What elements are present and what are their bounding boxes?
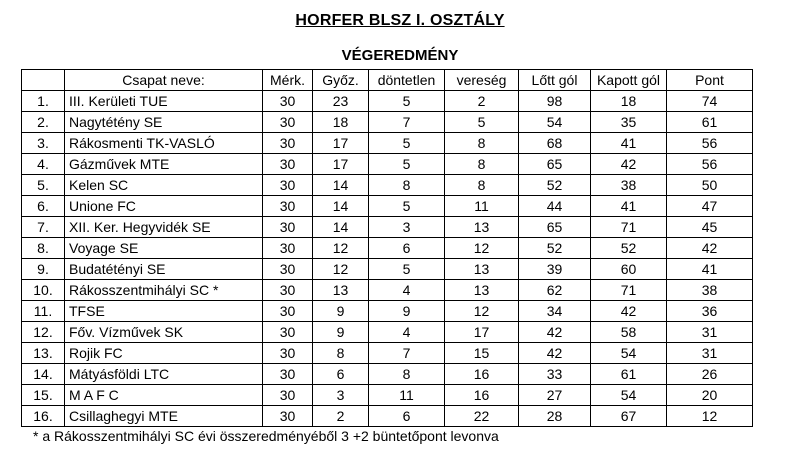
cell-losses: 8 [445,133,519,154]
table-row [22,406,753,427]
table-row [22,175,753,196]
table-row [22,112,753,133]
cell-goals-for: 65 [519,217,591,238]
cell-losses: 13 [445,217,519,238]
cell-goals-against: 60 [591,259,667,280]
cell-goals-against: 38 [591,175,667,196]
cell-team-name: Csillaghegyi MTE [65,406,263,427]
cell-played: 30 [263,133,313,154]
cell-played: 30 [263,280,313,301]
cell-position: 5. [22,175,65,196]
cell-draws: 3 [369,217,445,238]
header-goals-for: Lőtt gól [519,70,591,91]
cell-position: 9. [22,259,65,280]
cell-team-name: III. Kerületi TUE [65,91,263,112]
cell-position: 7. [22,217,65,238]
table-row [22,343,753,364]
cell-losses: 11 [445,196,519,217]
cell-points: 26 [667,364,753,385]
cell-wins: 12 [313,238,369,259]
table-header-row [22,70,753,91]
cell-played: 30 [263,91,313,112]
cell-position: 8. [22,238,65,259]
header-points: Pont [667,70,753,91]
cell-played: 30 [263,406,313,427]
cell-team-name: Rákosszentmihályi SC * [65,280,263,301]
cell-wins: 17 [313,154,369,175]
cell-wins: 3 [313,385,369,406]
cell-losses: 8 [445,154,519,175]
cell-position: 15. [22,385,65,406]
cell-losses: 12 [445,238,519,259]
cell-points: 47 [667,196,753,217]
cell-losses: 2 [445,91,519,112]
cell-draws: 5 [369,154,445,175]
cell-wins: 6 [313,364,369,385]
cell-played: 30 [263,364,313,385]
table-row [22,364,753,385]
cell-team-name: Nagytétény SE [65,112,263,133]
cell-points: 20 [667,385,753,406]
cell-points: 74 [667,91,753,112]
cell-losses: 15 [445,343,519,364]
cell-goals-against: 41 [591,196,667,217]
cell-wins: 9 [313,301,369,322]
cell-position: 3. [22,133,65,154]
cell-goals-against: 67 [591,406,667,427]
cell-played: 30 [263,259,313,280]
cell-draws: 4 [369,280,445,301]
table-row [22,217,753,238]
cell-team-name: Mátyásföldi LTC [65,364,263,385]
cell-goals-for: 42 [519,343,591,364]
cell-goals-for: 68 [519,133,591,154]
cell-points: 31 [667,322,753,343]
cell-goals-against: 18 [591,91,667,112]
cell-draws: 5 [369,259,445,280]
header-position [22,70,65,91]
cell-wins: 12 [313,259,369,280]
cell-points: 41 [667,259,753,280]
cell-wins: 2 [313,406,369,427]
cell-goals-for: 52 [519,175,591,196]
cell-draws: 11 [369,385,445,406]
cell-goals-against: 42 [591,301,667,322]
cell-position: 2. [22,112,65,133]
table-row [22,322,753,343]
cell-position: 6. [22,196,65,217]
cell-losses: 13 [445,280,519,301]
cell-position: 14. [22,364,65,385]
cell-goals-against: 52 [591,238,667,259]
cell-draws: 5 [369,91,445,112]
cell-team-name: M A F C [65,385,263,406]
document-subtitle: VÉGEREDMÉNY [341,47,459,64]
cell-draws: 7 [369,343,445,364]
cell-team-name: Kelen SC [65,175,263,196]
cell-points: 42 [667,238,753,259]
cell-position: 11. [22,301,65,322]
cell-position: 4. [22,154,65,175]
cell-goals-for: 27 [519,385,591,406]
cell-played: 30 [263,196,313,217]
cell-wins: 9 [313,322,369,343]
cell-points: 61 [667,112,753,133]
footnote: * a Rákosszentmihályi SC évi összeredményéből 3 +2 büntetőpont levonva [33,428,499,444]
cell-draws: 8 [369,175,445,196]
cell-goals-against: 35 [591,112,667,133]
cell-goals-for: 65 [519,154,591,175]
cell-draws: 4 [369,322,445,343]
cell-team-name: TFSE [65,301,263,322]
cell-goals-for: 62 [519,280,591,301]
cell-points: 50 [667,175,753,196]
standings-table [21,69,753,427]
cell-played: 30 [263,343,313,364]
cell-losses: 12 [445,301,519,322]
cell-draws: 6 [369,406,445,427]
table-row [22,385,753,406]
cell-draws: 8 [369,364,445,385]
cell-points: 56 [667,133,753,154]
cell-goals-for: 42 [519,322,591,343]
cell-points: 56 [667,154,753,175]
cell-goals-for: 52 [519,238,591,259]
cell-played: 30 [263,154,313,175]
cell-position: 12. [22,322,65,343]
cell-played: 30 [263,112,313,133]
header-goals-against: Kapott gól [591,70,667,91]
cell-losses: 5 [445,112,519,133]
cell-losses: 22 [445,406,519,427]
cell-wins: 23 [313,91,369,112]
table-row [22,259,753,280]
cell-points: 38 [667,280,753,301]
cell-goals-against: 42 [591,154,667,175]
cell-goals-for: 98 [519,91,591,112]
cell-played: 30 [263,322,313,343]
table-row [22,301,753,322]
header-played: Mérk. [263,70,313,91]
cell-goals-for: 54 [519,112,591,133]
cell-wins: 8 [313,343,369,364]
table-row [22,280,753,301]
header-team: Csapat neve: [65,70,263,91]
cell-draws: 6 [369,238,445,259]
cell-losses: 16 [445,364,519,385]
cell-team-name: Rojik FC [65,343,263,364]
cell-played: 30 [263,301,313,322]
cell-points: 36 [667,301,753,322]
cell-team-name: XII. Ker. Hegyvidék SE [65,217,263,238]
cell-played: 30 [263,385,313,406]
cell-points: 31 [667,343,753,364]
cell-draws: 5 [369,196,445,217]
cell-goals-against: 54 [591,343,667,364]
cell-losses: 13 [445,259,519,280]
cell-goals-against: 61 [591,364,667,385]
cell-wins: 18 [313,112,369,133]
cell-goals-against: 71 [591,280,667,301]
cell-goals-against: 54 [591,385,667,406]
cell-goals-for: 28 [519,406,591,427]
cell-played: 30 [263,238,313,259]
cell-wins: 14 [313,196,369,217]
cell-goals-against: 58 [591,322,667,343]
cell-position: 10. [22,280,65,301]
cell-points: 12 [667,406,753,427]
cell-goals-for: 39 [519,259,591,280]
header-losses: vereség [445,70,519,91]
cell-draws: 7 [369,112,445,133]
cell-played: 30 [263,175,313,196]
cell-wins: 14 [313,217,369,238]
cell-played: 30 [263,217,313,238]
cell-team-name: Unione FC [65,196,263,217]
cell-losses: 16 [445,385,519,406]
cell-losses: 17 [445,322,519,343]
table-row [22,133,753,154]
cell-points: 45 [667,217,753,238]
cell-goals-for: 34 [519,301,591,322]
cell-team-name: Budatétényi SE [65,259,263,280]
cell-goals-against: 41 [591,133,667,154]
cell-team-name: Voyage SE [65,238,263,259]
table-row [22,238,753,259]
header-draws: döntetlen [369,70,445,91]
standings-body [22,91,753,427]
header-wins: Győz. [313,70,369,91]
cell-goals-against: 71 [591,217,667,238]
cell-draws: 9 [369,301,445,322]
cell-goals-for: 44 [519,196,591,217]
cell-wins: 13 [313,280,369,301]
cell-position: 16. [22,406,65,427]
cell-team-name: Rákosmenti TK-VASLÓ [65,133,263,154]
cell-losses: 8 [445,175,519,196]
cell-draws: 5 [369,133,445,154]
cell-team-name: Gázművek MTE [65,154,263,175]
cell-wins: 14 [313,175,369,196]
table-row [22,91,753,112]
table-row [22,154,753,175]
cell-position: 13. [22,343,65,364]
document-title: HORFER BLSZ I. OSZTÁLY [295,12,505,29]
cell-position: 1. [22,91,65,112]
table-row [22,196,753,217]
cell-goals-for: 33 [519,364,591,385]
cell-wins: 17 [313,133,369,154]
cell-team-name: Főv. Vízművek SK [65,322,263,343]
